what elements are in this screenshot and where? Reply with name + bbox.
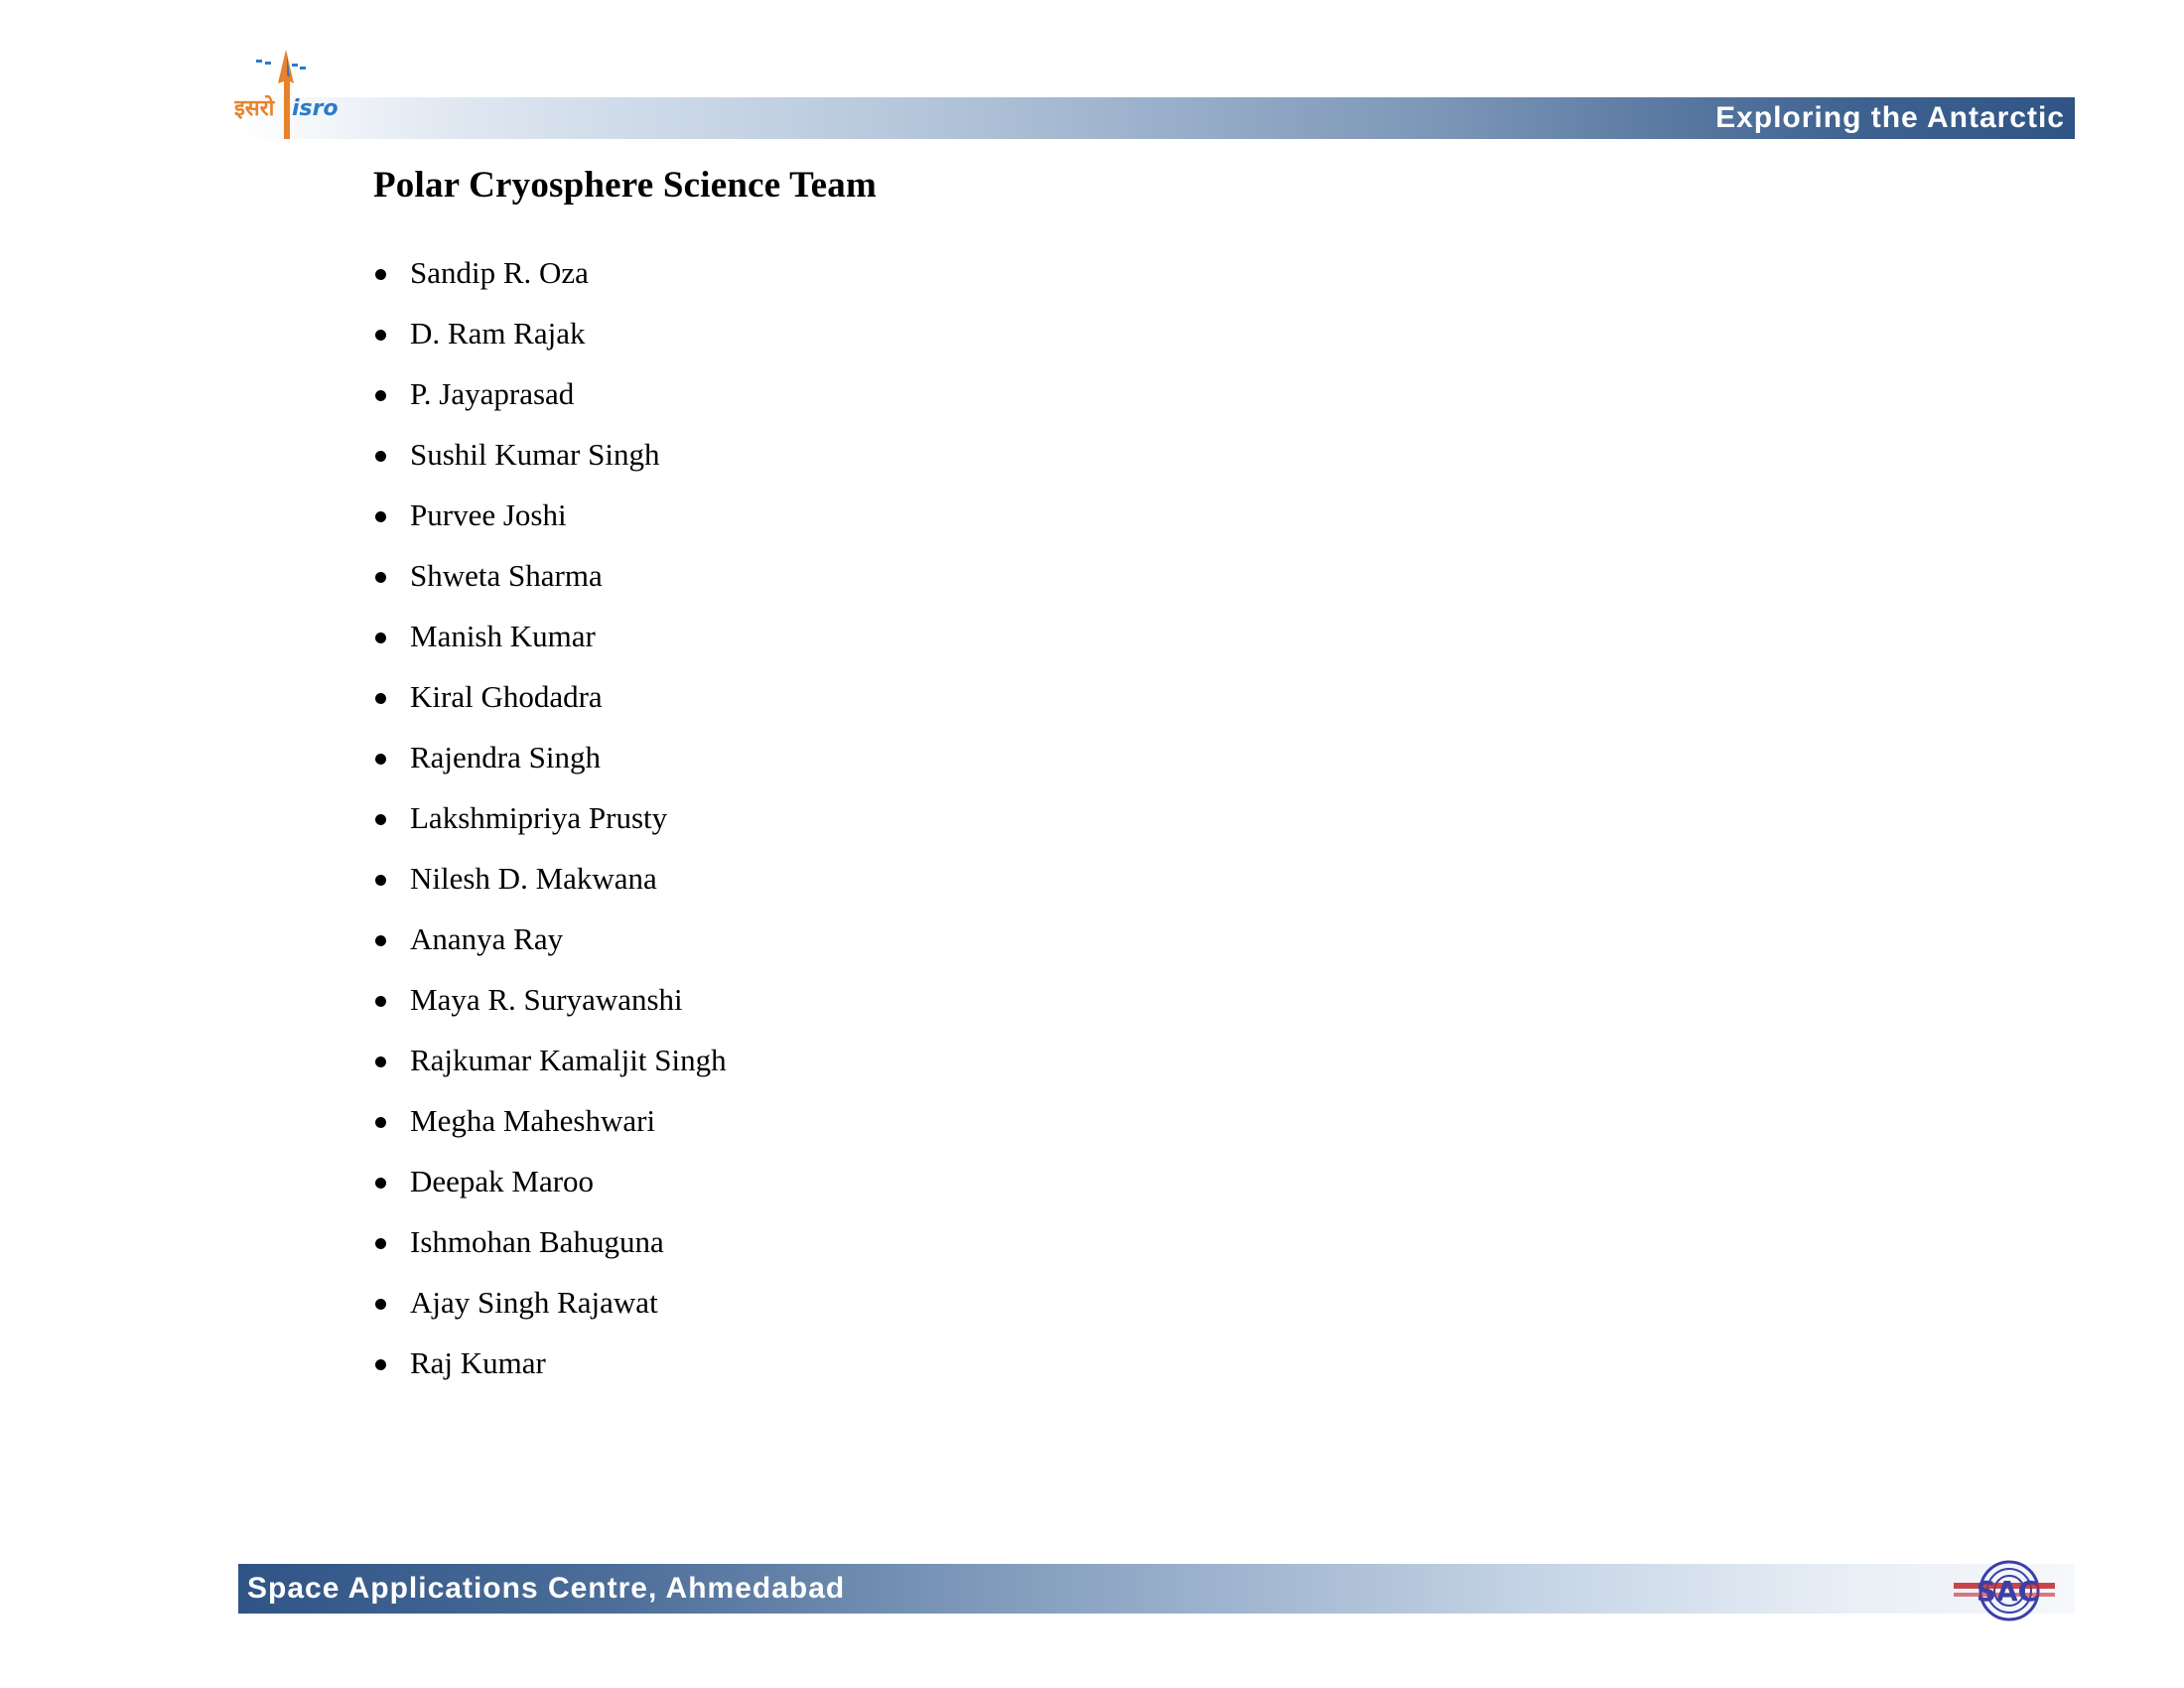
team-member-name: Sushil Kumar Singh bbox=[410, 437, 660, 472]
orbit-dash bbox=[256, 60, 262, 63]
bullet-icon bbox=[375, 1056, 386, 1067]
team-member-item bbox=[373, 1338, 727, 1399]
bullet-icon bbox=[375, 330, 386, 341]
header-title: Exploring the Antarctic bbox=[1715, 101, 2065, 134]
team-member-name: Megha Maheshwari bbox=[410, 1103, 656, 1138]
bullet-icon bbox=[375, 693, 386, 704]
orbit-dash bbox=[265, 62, 271, 65]
team-member-item bbox=[373, 612, 727, 672]
team-member-name: D. Ram Rajak bbox=[410, 316, 586, 351]
team-member-list bbox=[373, 248, 727, 1399]
bullet-icon bbox=[375, 754, 386, 765]
orbit-dash bbox=[292, 64, 298, 67]
team-member-name: Sandip R. Oza bbox=[410, 255, 589, 290]
bullet-icon bbox=[375, 572, 386, 583]
rocket-icon bbox=[278, 50, 294, 139]
bullet-icon bbox=[375, 1238, 386, 1249]
bullet-icon bbox=[375, 814, 386, 825]
team-member-name: P. Jayaprasad bbox=[410, 376, 575, 411]
team-member-name: Ananya Ray bbox=[410, 921, 564, 956]
bullet-icon bbox=[375, 1299, 386, 1310]
bullet-icon bbox=[375, 1178, 386, 1189]
team-member-item bbox=[373, 1036, 727, 1096]
bullet-icon bbox=[375, 451, 386, 462]
bullet-icon bbox=[375, 875, 386, 886]
isro-logo-english: isro bbox=[292, 96, 339, 121]
orbit-dash bbox=[300, 67, 306, 70]
header-band bbox=[238, 97, 2075, 139]
bullet-icon bbox=[375, 935, 386, 946]
team-member-name: Rajkumar Kamaljit Singh bbox=[410, 1043, 727, 1077]
team-member-item bbox=[373, 733, 727, 793]
team-member-item bbox=[373, 1278, 727, 1338]
team-member-name: Shweta Sharma bbox=[410, 558, 603, 593]
team-member-item bbox=[373, 369, 727, 430]
sac-logo bbox=[1950, 1557, 2059, 1626]
team-member-item bbox=[373, 1157, 727, 1217]
bullet-icon bbox=[375, 390, 386, 401]
team-member-item bbox=[373, 491, 727, 551]
team-member-item bbox=[373, 914, 727, 975]
team-member-name: Kiral Ghodadra bbox=[410, 679, 603, 714]
bullet-icon bbox=[375, 996, 386, 1007]
footer-title: Space Applications Centre, Ahmedabad bbox=[247, 1572, 846, 1605]
team-member-item bbox=[373, 430, 727, 491]
team-member-item bbox=[373, 672, 727, 733]
team-member-name: Raj Kumar bbox=[410, 1345, 546, 1380]
team-member-item bbox=[373, 1217, 727, 1278]
bullet-icon bbox=[375, 511, 386, 522]
team-member-name: Lakshmipriya Prusty bbox=[410, 800, 668, 835]
team-member-item bbox=[373, 309, 727, 369]
bullet-icon bbox=[375, 633, 386, 643]
team-member-name: Manish Kumar bbox=[410, 619, 596, 653]
bullet-icon bbox=[375, 1117, 386, 1128]
isro-logo bbox=[234, 48, 340, 143]
bullet-icon bbox=[375, 269, 386, 280]
page-title: Polar Cryosphere Science Team bbox=[373, 165, 877, 206]
team-member-name: Rajendra Singh bbox=[410, 740, 601, 774]
team-member-item bbox=[373, 551, 727, 612]
team-member-name: Nilesh D. Makwana bbox=[410, 861, 657, 896]
team-member-name: Ishmohan Bahuguna bbox=[410, 1224, 664, 1259]
team-member-name: Deepak Maroo bbox=[410, 1164, 595, 1198]
team-member-name: Ajay Singh Rajawat bbox=[410, 1285, 658, 1320]
team-member-item bbox=[373, 1096, 727, 1157]
isro-logo-hindi: इसरो bbox=[234, 96, 275, 121]
team-member-item bbox=[373, 975, 727, 1036]
footer-band bbox=[238, 1564, 2075, 1614]
team-member-item bbox=[373, 793, 727, 854]
sac-logo-text: SAC bbox=[1976, 1575, 2039, 1608]
team-member-name: Purvee Joshi bbox=[410, 497, 567, 532]
bullet-icon bbox=[375, 1359, 386, 1370]
team-member-item bbox=[373, 248, 727, 309]
team-member-item bbox=[373, 854, 727, 914]
team-member-name: Maya R. Suryawanshi bbox=[410, 982, 683, 1017]
